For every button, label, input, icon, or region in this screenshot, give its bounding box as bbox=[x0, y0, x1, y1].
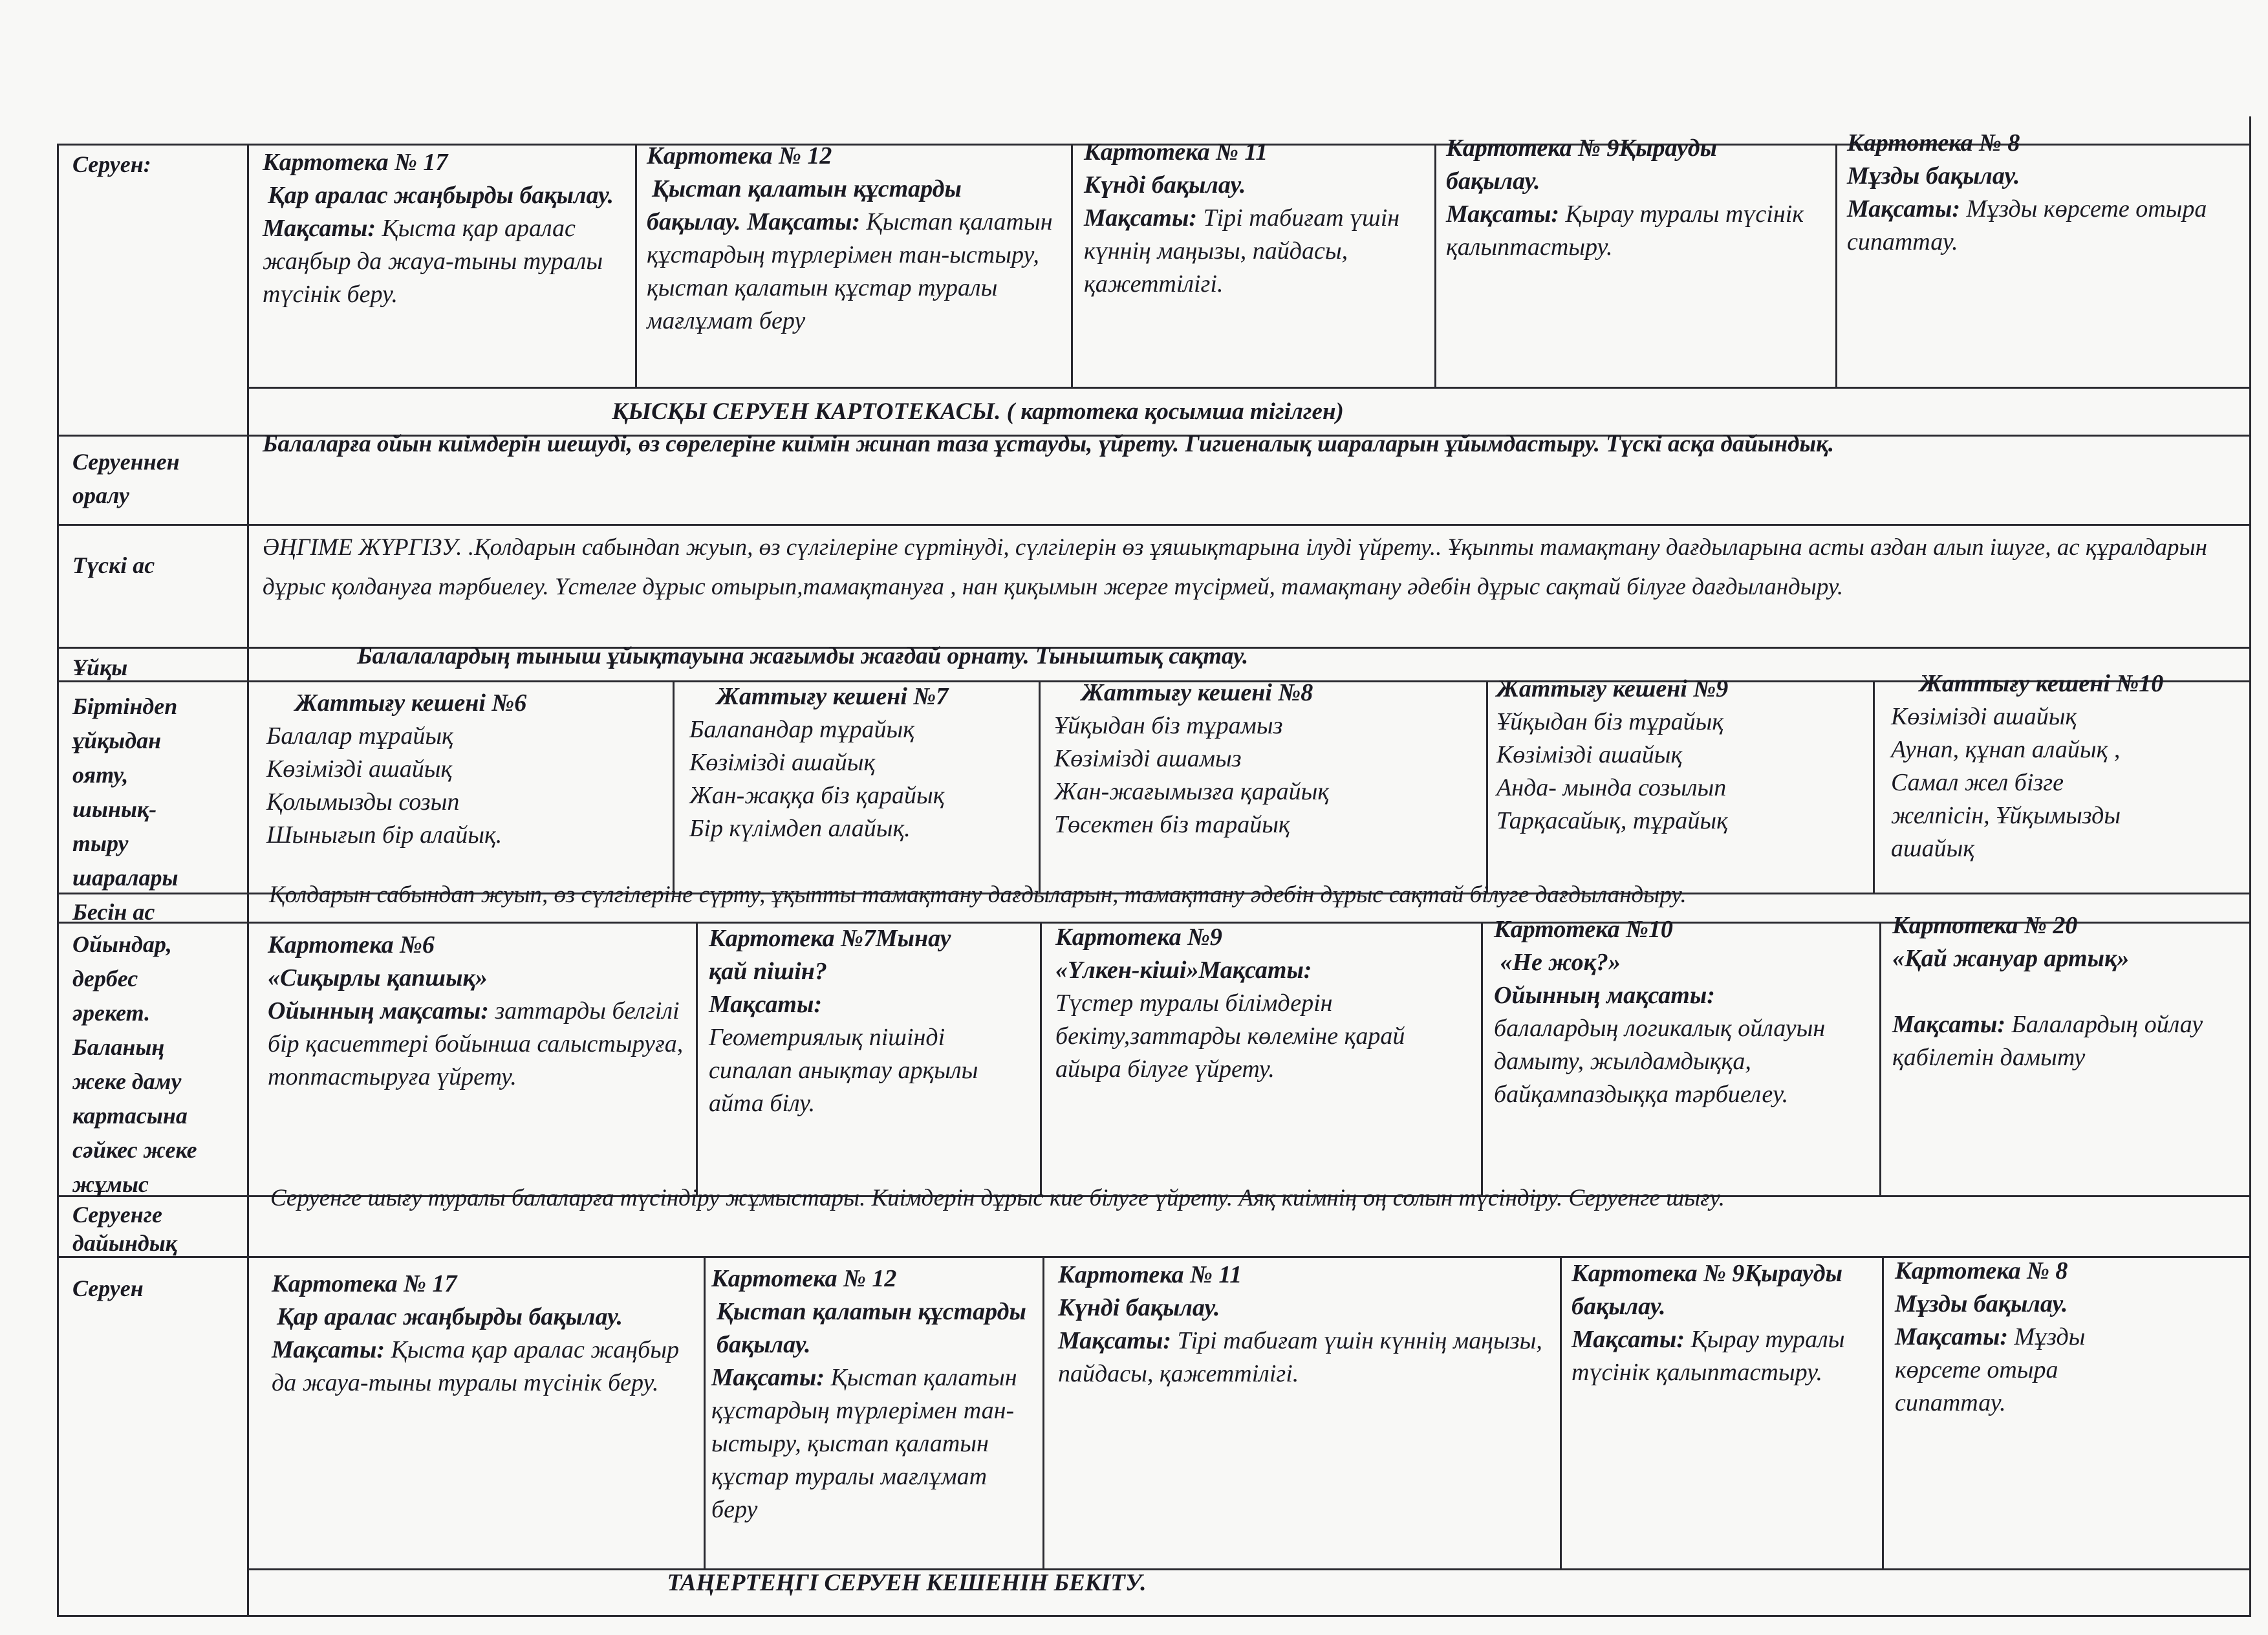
game-goal: балалардың логикалық ойлауын дамыту, жылдамдыққа, байқампаздыққа тәрбиелеу. bbox=[1494, 1015, 1826, 1108]
game-title: Картотека №7Мынау bbox=[709, 925, 951, 952]
card-topic: Қар аралас жаңбырды бақылау. bbox=[268, 182, 614, 209]
card-title: Картотека № 9Қырауды бақылау. bbox=[1571, 1260, 1842, 1320]
column-divider bbox=[1882, 1256, 1884, 1568]
exercise-lines: Көзімізді ашайық Аунап, құнап алайық , Самал жел бізге желпісін, Ұйқымызды ашайық bbox=[1891, 703, 2121, 862]
walk2-card-11 bbox=[1058, 1259, 1550, 1391]
card-goal-label: Мақсаты: bbox=[263, 215, 382, 242]
walk2-card-8 bbox=[1895, 1255, 2128, 1420]
exercise-title: Жаттығу кешені №6 bbox=[295, 689, 527, 717]
row-label-snack: Бесін ас bbox=[72, 899, 155, 925]
game-spacer bbox=[1892, 975, 2241, 1008]
card-topic: Қар аралас жаңбырды бақылау. bbox=[277, 1303, 623, 1330]
game-title: Картотека №9 bbox=[1055, 924, 1222, 951]
lunch-heading: ӘҢГІМЕ ЖҮРГІЗУ. bbox=[263, 534, 462, 561]
walk-cards-footer: ҚЫСҚЫ СЕРУЕН КАРТОТЕКАСЫ. ( картотека қосымша тігілген) bbox=[612, 398, 1344, 425]
card-title: Картотека № 11 bbox=[1084, 138, 1268, 166]
walk2-footer: ТАҢЕРТЕҢГІ СЕРУЕН КЕШЕНІН БЕКІТУ. bbox=[667, 1570, 1147, 1596]
row-label-wakeup: Біртіндеп ұйқыдан ояту, шынық- тыру шаралары bbox=[72, 693, 178, 891]
card-title: Картотека № 8 bbox=[1895, 1257, 2068, 1284]
row-label-walk: Серуен: bbox=[72, 151, 151, 177]
table-border-right bbox=[2249, 116, 2251, 1617]
row-label-prep: Серуенге дайындық bbox=[72, 1202, 177, 1256]
card-goal: Қыста қар аралас жаңбыр да жауа-тыны туралы түсінік беру. bbox=[263, 215, 603, 308]
card-title: Картотека № 12 bbox=[647, 142, 832, 169]
game-goal: Балалардың ойлау қабілетін дамыту bbox=[1892, 1011, 2203, 1071]
card-topic: Күнді бақылау. bbox=[1084, 171, 1246, 199]
game-card-20 bbox=[1892, 909, 2241, 1074]
card-goal-label: Мақсаты: bbox=[1446, 200, 1566, 228]
walk-card-9 bbox=[1446, 132, 1828, 264]
exercise-10 bbox=[1891, 667, 2247, 865]
card-title: Картотека № 11 bbox=[1058, 1261, 1242, 1288]
card-goal: Қырау туралы түсінік қалыптастыру. bbox=[1571, 1326, 1845, 1386]
column-divider bbox=[1560, 1256, 1562, 1568]
row-label-lunch: Түскі ас bbox=[72, 552, 155, 578]
card-topic: Қыстап қалатын құстарды бақылау. bbox=[647, 175, 962, 235]
row-label-walk-2: Серуен bbox=[72, 1275, 144, 1301]
game-goal-label: Ойынның мақсаты: bbox=[1494, 982, 1715, 1009]
exercise-6 bbox=[266, 687, 661, 852]
game-title: Картотека №10 bbox=[1494, 916, 1673, 943]
row-divider bbox=[247, 387, 2251, 389]
return-text: Балаларға ойын киімдерін шешуді, өз сөрелеріне киімін жинап таза ұстауды, үйрету. Гигиеналық шараларын ұйымдастыру. Түскі асқа дайындық. bbox=[263, 431, 1835, 457]
column-divider bbox=[1481, 922, 1483, 1195]
game-goal-label: Ойынның мақсаты: bbox=[268, 997, 495, 1024]
column-divider bbox=[635, 144, 637, 387]
column-divider bbox=[1434, 144, 1436, 387]
walk2-card-12 bbox=[711, 1262, 1035, 1526]
card-title: Картотека № 8 bbox=[1847, 129, 2020, 157]
game-card-10 bbox=[1494, 913, 1875, 1111]
exercise-lines: Балалар тұрайық Көзімізді ашайық Қолымызды созып Шынығып бір алайық. bbox=[266, 722, 502, 849]
column-divider bbox=[1071, 144, 1073, 387]
card-goal-label: Мақсаты: bbox=[711, 1364, 831, 1391]
card-goal: Тірі табиғат үшін күннің маңызы, пайдасы, қажеттілігі. bbox=[1058, 1327, 1542, 1387]
walk-card-12 bbox=[647, 140, 1061, 338]
exercise-title: Жаттығу кешені №9 bbox=[1496, 675, 1729, 702]
game-goal-label: Мақсаты: bbox=[1892, 1011, 2012, 1038]
lunch-text bbox=[263, 528, 2241, 607]
column-divider bbox=[1879, 922, 1881, 1195]
game-goal: заттарды белгілі бір қасиеттері бойынша салыстыруға, топтастыруға үйрету. bbox=[268, 997, 684, 1090]
table-border-bottom bbox=[57, 1615, 2251, 1617]
exercise-lines: Ұйқыдан біз тұрамыз Көзімізді ашамыз Жан-жағымызға қарайық Төсектен біз тарайық bbox=[1054, 712, 1330, 838]
exercise-title: Жаттығу кешені №10 bbox=[1919, 670, 2164, 697]
game-card-7 bbox=[709, 922, 1032, 1120]
column-divider bbox=[1873, 680, 1875, 893]
column-divider bbox=[1486, 680, 1488, 893]
table-border-left bbox=[57, 144, 59, 1617]
row-label-sleep: Ұйқы bbox=[72, 655, 128, 680]
card-goal-label: Мақсаты: bbox=[1571, 1326, 1691, 1353]
card-topic: Күнді бақылау. bbox=[1058, 1294, 1220, 1321]
row-label-return: Серуеннен оралу bbox=[72, 449, 180, 508]
label-column-divider bbox=[247, 144, 249, 1617]
card-title: Картотека № 9Қырауды bbox=[1446, 135, 1717, 162]
card-goal-label: Мақсаты: bbox=[1895, 1323, 2014, 1350]
exercise-9 bbox=[1496, 673, 1865, 838]
exercise-8 bbox=[1054, 677, 1474, 841]
card-goal: Тірі табиғат үшін күннің маңызы, пайдасы, қажеттілігі. bbox=[1084, 204, 1400, 298]
exercise-7 bbox=[689, 680, 1032, 845]
game-goal: Геометриялық пішінді сипалап анықтау арқылы айта білу. bbox=[709, 1024, 978, 1117]
column-divider bbox=[696, 922, 698, 1195]
game-name: қай пішін? bbox=[709, 958, 827, 985]
row-divider bbox=[57, 524, 2251, 526]
game-card-9 bbox=[1055, 921, 1469, 1086]
exercise-title: Жаттығу кешені №8 bbox=[1081, 679, 1313, 706]
card-topic: Мұзды бақылау. bbox=[1895, 1290, 2068, 1317]
game-title: Картотека № 20 bbox=[1892, 912, 2078, 939]
card-goal: Мұзды көрсете отыра сипаттау. bbox=[1847, 195, 2207, 255]
column-divider bbox=[1835, 144, 1837, 387]
game-card-6 bbox=[268, 929, 688, 1094]
card-topic: бақылау. bbox=[1446, 168, 1540, 195]
walk-card-17 bbox=[263, 146, 625, 311]
prep-text: Серуенге шығу туралы балаларға түсіндіру жұмыстары. Киімдерін дұрыс кие білуге үйрету. Аяқ киімнің оң солын түсіндіру. Серуенге шығу. bbox=[270, 1185, 1725, 1211]
card-title: Картотека № 12 bbox=[711, 1265, 897, 1292]
exercise-lines: Балапандар тұрайық Көзімізді ашайық Жан-жаққа біз қарайық Бір күлімдеп алайық. bbox=[689, 716, 945, 842]
column-divider bbox=[704, 1256, 706, 1568]
card-goal-label: Мақсаты: bbox=[1084, 204, 1204, 232]
card-title: Картотека № 17 bbox=[263, 149, 448, 176]
walk-card-11 bbox=[1084, 136, 1420, 301]
card-goal-label: Мақсаты: bbox=[1847, 195, 1967, 222]
game-name: «Не жоқ?» bbox=[1494, 949, 1621, 976]
game-name: «Үлкен-кіші»Мақсаты: bbox=[1055, 957, 1312, 984]
column-divider bbox=[1042, 1256, 1044, 1568]
card-topic: Мұзды бақылау. bbox=[1847, 162, 2020, 189]
column-divider bbox=[1039, 680, 1041, 893]
card-goal-label: Мақсаты: bbox=[747, 208, 867, 235]
walk-card-8 bbox=[1847, 127, 2235, 259]
game-goal: Түстер туралы білімдерін бекіту,заттарды көлеміне қарай айыра білуге үйрету. bbox=[1055, 990, 1405, 1083]
exercise-lines: Ұйқыдан біз тұрайық Көзімізді ашайық Анда- мында созылып Тарқасайық, тұрайық bbox=[1496, 708, 1728, 834]
exercise-title: Жаттығу кешені №7 bbox=[717, 683, 949, 710]
card-goal: Қырау туралы түсінік қалыптастыру. bbox=[1446, 200, 1804, 261]
lunch-body: .Қолдарын сабындап жуып, өз сүлгілеріне сүртінуді, сүлгілерін өз ұяшықтарына ілуді үйрету.. Ұқыпты тамақтану дағдыларына асты аздан алып ішуге, ас құралдарын дұрыс қолдануға тәрбиелеу. Үстелге дұрыс отырып,тамақтануға , нан қиқымын жерге түсірмей, тамақтану әдебін дұрыс сақтай білуге дағдыландыру. bbox=[263, 534, 2207, 600]
walk2-card-9 bbox=[1571, 1257, 1856, 1389]
snack-text: Қолдарын сабындап жуып, өз сүлгілеріне сүрту, ұқыпты тамақтану дағдыларын, тамақтану әдебін дұрыс сақтай білуге дағдыландыру. bbox=[269, 882, 1687, 908]
walk2-card-17 bbox=[272, 1268, 692, 1400]
sleep-text: Балалалардың тыныш ұйықтауына жағымды жағдай орнату. Тыныштық сақтау. bbox=[357, 643, 1249, 669]
card-title: Картотека № 17 bbox=[272, 1270, 457, 1297]
card-topic: Қыстап қалатын құстарды бақылау. bbox=[717, 1298, 1026, 1358]
game-title: Картотека №6 bbox=[268, 931, 435, 958]
column-divider bbox=[1040, 922, 1042, 1195]
card-goal: Қыста қар аралас жаңбыр да жауа-тыны туралы түсінік беру. bbox=[272, 1336, 679, 1396]
card-goal-label: Мақсаты: bbox=[1058, 1327, 1178, 1354]
column-divider bbox=[673, 680, 675, 893]
card-goal: Мұзды көрсете отыра сипаттау. bbox=[1895, 1323, 2086, 1416]
game-goal-label: Мақсаты: bbox=[709, 991, 822, 1018]
game-name: «Сиқырлы қапшық» bbox=[268, 964, 488, 991]
card-goal: Қыстап қалатын құстардың түрлерімен тан-ыстыру, қыстап қалатын құстар туралы мағлұмат беру bbox=[647, 208, 1053, 334]
card-goal: Қыстап қалатын құстардың түрлерімен тан-ыстыру, қыстап қалатын құстар туралы мағлұмат беру bbox=[711, 1364, 1017, 1523]
row-label-games: Ойындар, дербес әрекет. Баланың жеке даму картасына сәйкес жеке жұмыс bbox=[72, 931, 197, 1197]
card-goal-label: Мақсаты: bbox=[272, 1336, 391, 1363]
game-name: «Қай жануар артық» bbox=[1892, 945, 2130, 972]
